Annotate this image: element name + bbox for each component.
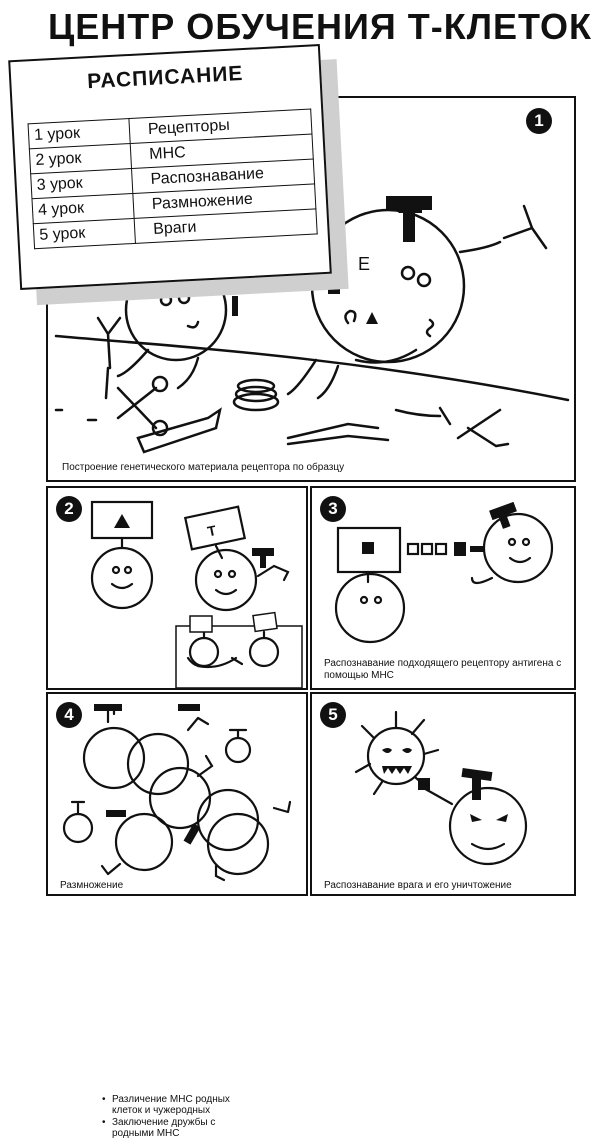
panel-3	[310, 486, 576, 690]
cell	[208, 814, 268, 874]
pliers	[288, 424, 388, 444]
schedule-row: 2 урок МНС	[29, 134, 313, 174]
tube	[138, 410, 220, 452]
schedule-table	[28, 109, 318, 250]
cell-right	[196, 550, 256, 610]
schedule-sheet	[8, 44, 332, 290]
schedule-row: 1 урок Рецепторы	[28, 109, 312, 149]
panel-2-bullets	[102, 1094, 232, 1140]
panel-4-illustration	[48, 694, 310, 898]
bullet-item: • Заключение дружбы с родными МНС	[102, 1117, 232, 1139]
cell-left	[336, 574, 404, 642]
bullet-item: • Различение МНС родных клеток и чужеродных	[102, 1094, 232, 1116]
t-letter: T	[398, 201, 423, 245]
e-letter: E	[358, 254, 371, 274]
panel-3-caption: Распознавание подходящего рецептору антигена с помощью МНС	[324, 658, 562, 681]
schedule-row: 4 урок Размножение	[32, 184, 316, 224]
page-title: ЦЕНТР ОБУЧЕНИЯ Т-КЛЕТОК	[48, 6, 593, 47]
cell	[226, 738, 250, 762]
cell	[198, 790, 258, 850]
receptor-arm	[504, 206, 546, 248]
scissors	[118, 388, 156, 428]
panel-4	[46, 692, 308, 896]
panel-2-number: 2	[56, 496, 82, 522]
cell	[116, 814, 172, 870]
loose-receptor	[396, 408, 450, 424]
panel-4-caption: Размножение	[60, 880, 124, 891]
receptor-y	[98, 318, 120, 398]
panel-1-caption: Построение генетического материала рецептора по образцу	[62, 462, 345, 473]
cell	[64, 814, 92, 842]
panel-3-number: 3	[320, 496, 346, 522]
cell-left	[92, 548, 152, 608]
enemy-germ	[368, 728, 424, 784]
panel-4-number: 4	[56, 702, 82, 728]
schedule-title: РАСПИСАНИЕ	[86, 62, 244, 94]
t-cell	[450, 788, 526, 864]
panel-1-number: 1	[526, 108, 552, 134]
panel-5	[310, 692, 576, 896]
panel-5-number: 5	[320, 702, 346, 728]
t-letter: T	[205, 522, 218, 540]
panel-5-illustration	[312, 694, 578, 898]
schedule-row: 5 урок Враги	[33, 209, 317, 249]
cell	[84, 728, 144, 788]
cell-right	[484, 514, 552, 582]
cell	[128, 734, 188, 794]
panel-2-illustration	[48, 488, 310, 692]
schedule-row: 3 урок Распознавание	[31, 159, 315, 199]
schedule-card	[8, 44, 332, 290]
panel-5-caption: Распознавание врага и его уничтожение	[324, 880, 512, 891]
